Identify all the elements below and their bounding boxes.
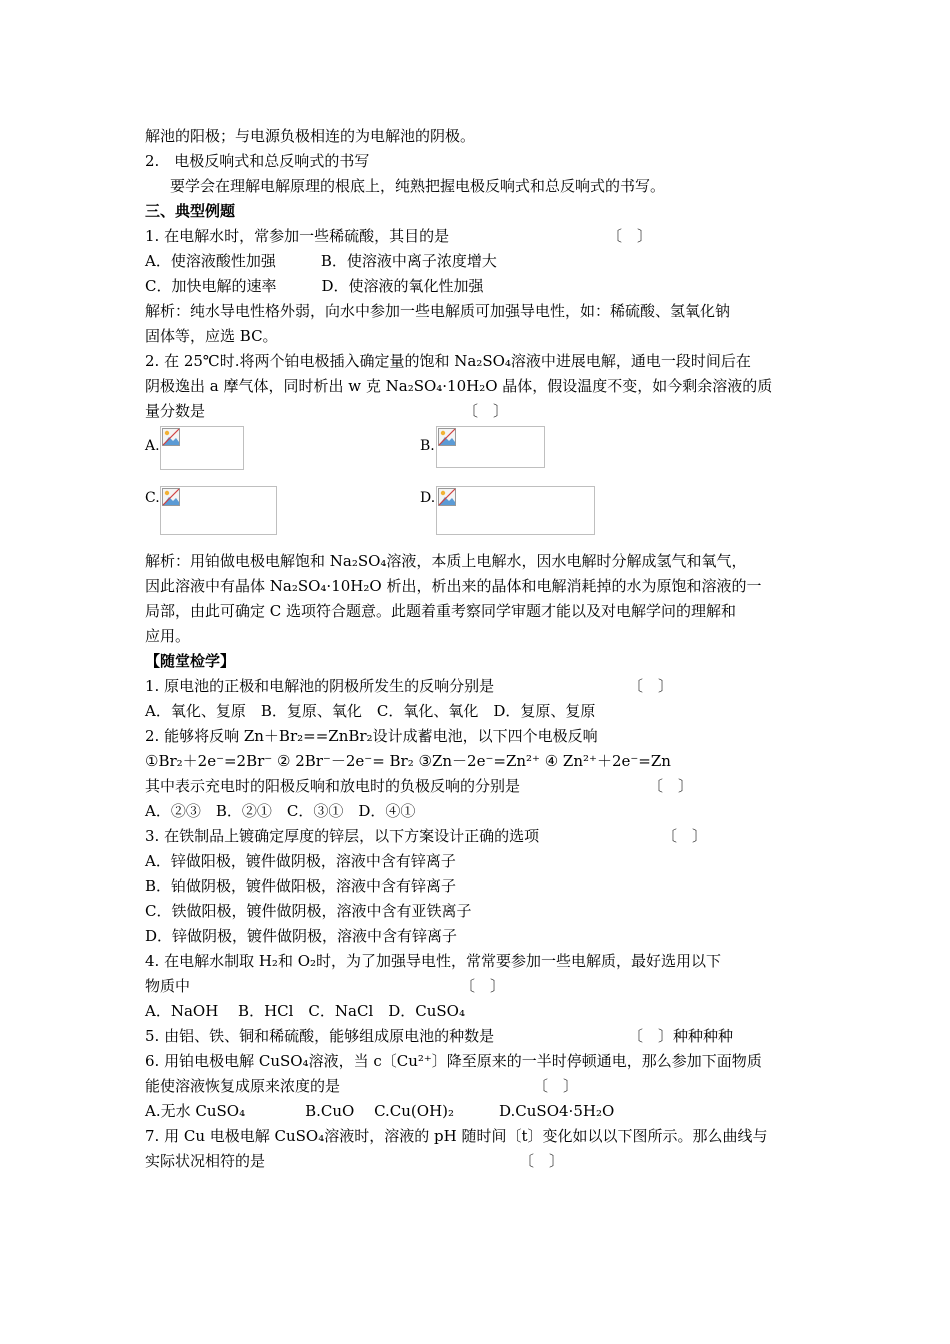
answer-parens: 〔 〕 <box>607 227 653 245</box>
practice-question-6-options: A.无水 CuSO₄ B.CuO C.Cu(OH)₂ D.CuSO4·5H₂O <box>145 1102 615 1120</box>
practice-question-2: 2. 能够将反响 Zn＋Br₂==ZnBr₂设计成蓄电池，以下四个电极反响 <box>145 727 598 745</box>
practice-question-2-options: A．②③ B．②① C．③① D．④① <box>145 802 416 820</box>
practice-question-6: 6. 用铂电极电解 CuSO₄溶液，当 c〔Cu²⁺〕降至原来的一半时停顿通电，那么参加下面物质 <box>145 1052 762 1070</box>
answer-parens: 〔 〕 <box>628 677 674 695</box>
practice-question-6: 能使溶液恢复成原来浓度的是 <box>145 1077 341 1095</box>
option-b-formula-image <box>436 426 545 468</box>
section-heading-practice: 【随堂检学】 <box>145 652 236 670</box>
option-d-formula-image <box>436 486 595 535</box>
option-a-label: A. <box>145 438 160 454</box>
option-b-label: B. <box>420 438 435 454</box>
text-line: 解池的阳极；与电源负极相连的为电解池的阴极。 <box>145 127 476 145</box>
practice-question-3-option-a: A．锌做阳极，镀件做阴极，溶液中含有锌离子 <box>145 852 456 870</box>
question-2: 阴极逸出 a 摩气体，同时析出 w 克 Na₂SO₄·10H₂O 晶体，假设温度不变，如今剩余溶液的质 <box>145 377 773 395</box>
practice-question-1: 1. 原电池的正极和电解池的阴极所发生的反响分别是 <box>145 677 495 695</box>
practice-question-1-options: A．氧化、复原 B．复原、氧化 C．氧化、氧化 D．复原、复原 <box>145 702 596 720</box>
explanation-line: 应用。 <box>145 627 191 645</box>
explanation-line: 局部，由此可确定 C 选项符合题意。此题着重考察同学审题才能以及对电解学问的理解和 <box>145 602 737 620</box>
question-1: 1. 在电解水时，常参加一些稀硫酸，其目的是 <box>145 227 450 245</box>
option-c-formula-image <box>160 486 277 535</box>
explanation-line: 固体等，应选 BC。 <box>145 327 278 345</box>
broken-image-icon <box>162 488 180 506</box>
section-heading-2: 2. 电极反响式和总反响式的书写 <box>145 152 370 170</box>
practice-question-2-reactions: ①Br₂＋2e⁻=2Br⁻ ② 2Br⁻－2e⁻= Br₂ ③Zn－2e⁻=Zn²⁺ ④ Zn²⁺＋2e⁻=Zn <box>145 752 671 770</box>
answer-parens: 〔 〕种种种种 <box>628 1027 734 1045</box>
broken-image-icon <box>438 488 456 506</box>
question-2: 2. 在 25℃时.将两个铂电极插入确定量的饱和 Na₂SO₄溶液中进展电解，通电一段时间后在 <box>145 352 751 370</box>
answer-parens: 〔 〕 <box>463 402 509 420</box>
practice-question-4-options: A．NaOH B．HCl C．NaCl D．CuSO₄ <box>145 1002 465 1020</box>
section-heading-examples: 三、典型例题 <box>145 202 236 220</box>
question-1-options-ab: A．使溶液酸性加强 B．使溶液中离子浓度增大 <box>145 252 497 270</box>
broken-image-icon <box>162 428 180 446</box>
practice-question-4: 物质中 <box>145 977 191 995</box>
broken-image-icon <box>438 428 456 446</box>
practice-question-7: 7. 用 Cu 电极电解 CuSO₄溶液时，溶液的 pH 随时间〔t〕变化如以以下图所示。那么曲线与 <box>145 1127 768 1145</box>
practice-question-7: 实际状况相符的是 <box>145 1152 266 1170</box>
question-2: 量分数是 <box>145 402 206 420</box>
option-a-formula-image <box>160 426 244 470</box>
practice-question-4: 4. 在电解水制取 H₂和 O₂时，为了加强导电性，常常要参加一些电解质，最好选用以下 <box>145 952 722 970</box>
practice-question-2: 其中表示充电时的阳极反响和放电时的负极反响的分别是 <box>145 777 521 795</box>
answer-parens: 〔 〕 <box>662 827 708 845</box>
answer-parens: 〔 〕 <box>460 977 506 995</box>
option-c-label: C. <box>145 490 160 506</box>
text-line: 要学会在理解电解原理的根底上，纯熟把握电极反响式和总反响式的书写。 <box>170 177 666 195</box>
option-d-label: D. <box>420 490 436 506</box>
practice-question-3-option-c: C．铁做阳极，镀件做阴极，溶液中含有亚铁离子 <box>145 902 472 920</box>
answer-parens: 〔 〕 <box>648 777 694 795</box>
practice-question-3: 3. 在铁制品上镀确定厚度的锌层，以下方案设计正确的选项 <box>145 827 540 845</box>
question-1-options-cd: C．加快电解的速率 D．使溶液的氧化性加强 <box>145 277 484 295</box>
practice-question-3-option-d: D．锌做阴极，镀件做阴极，溶液中含有锌离子 <box>145 927 458 945</box>
answer-parens: 〔 〕 <box>519 1152 565 1170</box>
explanation-line: 因此溶液中有晶体 Na₂SO₄·10H₂O 析出，析出来的晶体和电解消耗掉的水为原饱和溶液的一 <box>145 577 762 595</box>
explanation-line: 解析：用铂做电极电解饱和 Na₂SO₄溶液，本质上电解水，因水电解时分解成氢气和氧气， <box>145 552 747 570</box>
answer-parens: 〔 〕 <box>533 1077 579 1095</box>
explanation-line: 解析：纯水导电性格外弱，向水中参加一些电解质可加强导电性，如：稀硫酸、氢氧化钠 <box>145 302 731 320</box>
practice-question-5: 5. 由铝、铁、铜和稀硫酸，能够组成原电池的种数是 <box>145 1027 495 1045</box>
practice-question-3-option-b: B．铂做阴极，镀件做阳极，溶液中含有锌离子 <box>145 877 457 895</box>
